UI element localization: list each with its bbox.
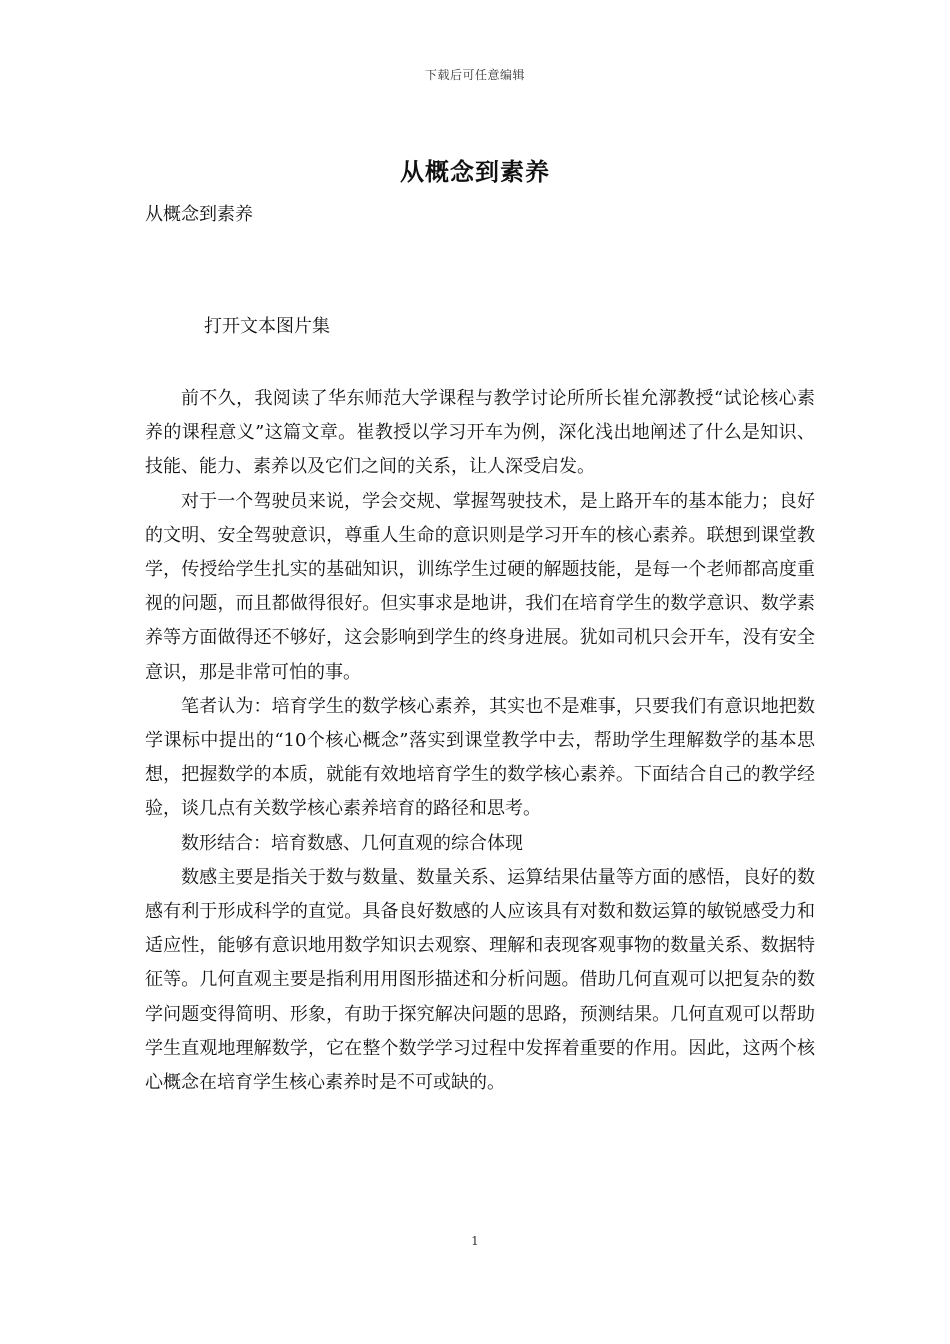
document-body bbox=[145, 382, 815, 1100]
paragraph: 对于一个驾驶员来说，学会交规、掌握驾驶技术，是上路开车的基本能力；良好的文明、安全驾驶意识，尊重人生命的意识则是学习开车的核心素养。联想到课堂教学，传授给学生扎实的基础知识，训练学生过硬的解题技能，是每一个老师都高度重视的问题，而且都做得很好。但实事求是地讲，我们在培育学生的数学意识、数学素养等方面做得还不够好，这会影响到学生的终身进展。犹如司机只会开车，没有安全意识，那是非常可怕的事。 bbox=[145, 490, 815, 683]
document-title: 从概念到素养 bbox=[400, 157, 550, 186]
image-collection-note: 打开文本图片集 bbox=[204, 316, 330, 337]
section-heading: 数形结合：培育数感、几何直观的综合体现 bbox=[181, 832, 523, 854]
document-subtitle: 从概念到素养 bbox=[145, 204, 253, 225]
paragraph: 前不久，我阅读了华东师范大学课程与教学讨论所所长崔允漷教授“试论核心素养的课程意义”这篇文章。崔教授以学习开车为例，深化浅出地阐述了什么是知识、技能、能力、素养以及它们之间的关系，让人深受启发。 bbox=[145, 388, 815, 478]
page-header: 下载后可任意编辑 bbox=[424, 68, 525, 82]
paragraph: 数感主要是指关于数与数量、数量关系、运算结果估量等方面的感悟，良好的数感有利于形成科学的直觉。具备良好数感的人应该具有对数和数运算的敏锐感受力和适应性，能够有意识地用数学知识去观察、理解和表现客观事物的数量关系、数据特征等。几何直观主要是指利用用图形描述和分析问题。借助几何直观可以把复杂的数学问题变得简明、形象，有助于探究解决问题的思路，预测结果。几何直观可以帮助学生直观地理解数学，它在整个数学学习过程中发挥着重要的作用。因此，这两个核心概念在培育学生核心素养时是不可或缺的。 bbox=[145, 866, 815, 1094]
page-number: 1 bbox=[471, 1234, 479, 1248]
paragraph: 笔者认为：培育学生的数学核心素养，其实也不是难事，只要我们有意识地把数学课标中提出的“10个核心概念”落实到课堂教学中去，帮助学生理解数学的基本思想，把握数学的本质，就能有效地培育学生的数学核心素养。下面结合自己的教学经验，谈几点有关数学核心素养培育的路径和思考。 bbox=[145, 695, 815, 820]
